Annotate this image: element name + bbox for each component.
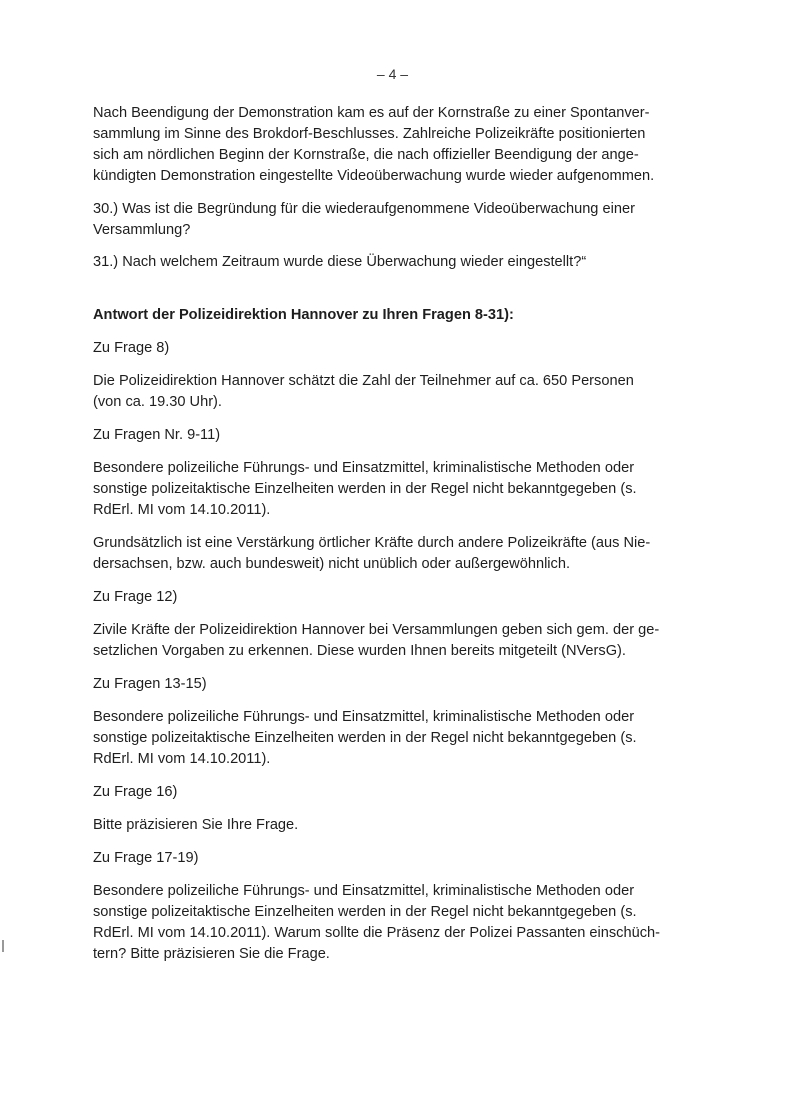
section-label-frage-12: Zu Frage 12)	[93, 589, 178, 605]
document-body	[93, 103, 719, 965]
page-number: – 4 –	[376, 66, 409, 82]
question-30: 30.) Was ist die Begründung für die wiederaufgenommene Videoüberwachung einer Versammlung?	[93, 201, 635, 238]
section-label-frage-16: Zu Frage 16)	[93, 784, 178, 800]
punch-hole-mark	[2, 940, 4, 952]
answer-frage-17-19: Besondere polizeiliche Führungs- und Einsatzmittel, kriminalistische Methoden oder sonstige polizeitaktische Einzelheiten werden in der Regel nicht bekanntgegeben (s. RdErl. MI vom 14.10.2011). Warum sollte die Präsenz der Polizei Passanten einschüch- tern? Bitte präzisieren Sie die Frage.	[93, 883, 660, 962]
section-label-fragen-9-11: Zu Fragen Nr. 9-11)	[93, 427, 221, 443]
answer-frage-16: Bitte präzisieren Sie Ihre Frage.	[93, 817, 299, 833]
question-31: 31.) Nach welchem Zeitraum wurde diese Überwachung wieder eingestellt?“	[93, 254, 587, 270]
section-label-frage-17-19: Zu Frage 17-19)	[93, 850, 199, 866]
section-label-fragen-13-15: Zu Fragen 13-15)	[93, 676, 207, 692]
answer-heading: Antwort der Polizeidirektion Hannover zu Ihren Fragen 8-31):	[93, 307, 514, 323]
section-label-frage-8: Zu Frage 8)	[93, 340, 170, 356]
answer-frage-12: Zivile Kräfte der Polizeidirektion Hannover bei Versammlungen geben sich gem. der ge- setzlichen Vorgaben zu erkennen. Diese wurden Ihnen bereits mitgeteilt (NVersG).	[93, 622, 660, 659]
intro-paragraph: Nach Beendigung der Demonstration kam es auf der Kornstraße zu einer Spontanver- sammlung im Sinne des Brokdorf-Beschlusses. Zahlreiche Polizeikräfte positionierten sich am nördlichen Beginn der Kornstraße, die nach offizieller Beendigung der ange- kündigten Demonstration eingestellte Videoüberwachung wurde wieder aufgenommen.	[93, 105, 655, 184]
answer-fragen-9-11: Besondere polizeiliche Führungs- und Einsatzmittel, kriminalistische Methoden oder sonstige polizeitaktische Einzelheiten werden in der Regel nicht bekanntgegeben (s. RdErl. MI vom 14.10.2011).	[93, 460, 637, 518]
answer-frage-8: Die Polizeidirektion Hannover schätzt die Zahl der Teilnehmer auf ca. 650 Personen (von ca. 19.30 Uhr).	[93, 373, 634, 410]
answer-fragen-13-15: Besondere polizeiliche Führungs- und Einsatzmittel, kriminalistische Methoden oder sonstige polizeitaktische Einzelheiten werden in der Regel nicht bekanntgegeben (s. RdErl. MI vom 14.10.2011).	[93, 709, 637, 767]
answer-fragen-9-11-continued: Grundsätzlich ist eine Verstärkung örtlicher Kräfte durch andere Polizeikräfte (aus Nie- dersachsen, bzw. auch bundesweit) nicht unüblich oder außergewöhnlich.	[93, 535, 651, 572]
